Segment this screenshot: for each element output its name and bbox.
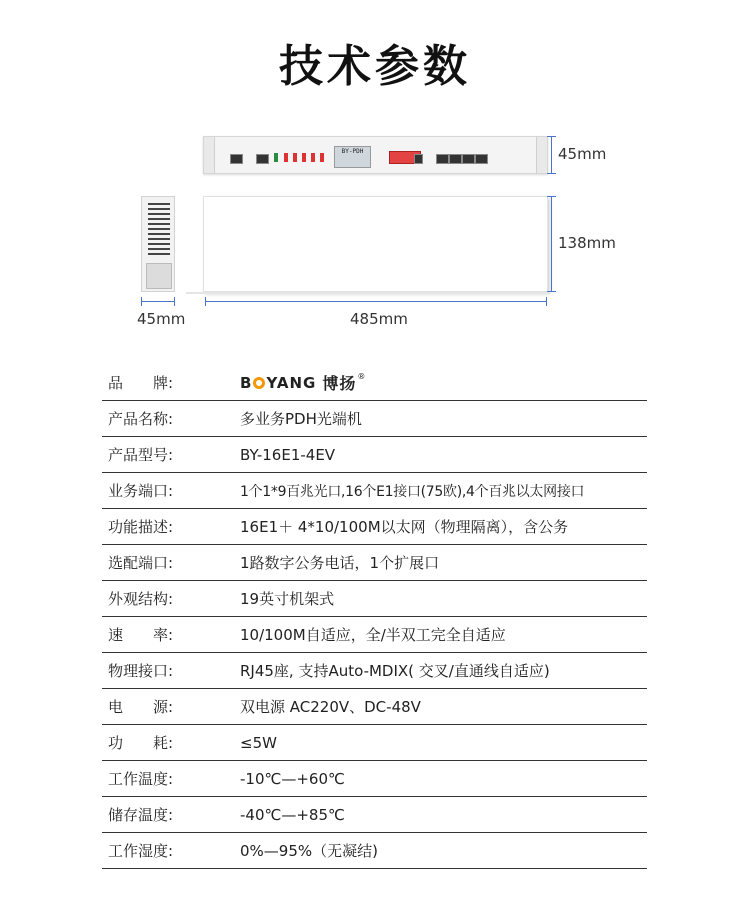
spec-value: ≤5W — [240, 733, 277, 752]
spec-value: 多业务PDH光端机 — [240, 410, 362, 428]
vent-grille-icon — [148, 203, 170, 255]
dimension-line — [551, 136, 552, 174]
fiber-port-icon — [230, 154, 243, 164]
led-icon — [284, 153, 288, 162]
page-title: 技术参数 — [279, 41, 471, 92]
dimension-tick — [174, 297, 175, 306]
base-line — [186, 292, 550, 294]
spec-value: 0%—95%（无凝结) — [240, 842, 378, 860]
logo-text: YANG — [266, 373, 317, 392]
dimension-line — [141, 301, 175, 302]
mounting-bracket — [146, 263, 172, 289]
logo-o-icon — [253, 377, 265, 389]
dimension-tick — [546, 297, 547, 306]
spec-label: 产品名称: — [108, 410, 174, 428]
led-icon — [302, 153, 306, 162]
spec-value: -10℃—+60℃ — [240, 769, 345, 788]
spec-row-brand — [102, 365, 647, 401]
spec-label: 速 率: — [108, 626, 174, 644]
phone-port-icon — [414, 154, 423, 164]
spec-table — [102, 365, 647, 869]
dimension-tick — [547, 173, 556, 174]
spec-row — [102, 401, 647, 437]
width-label: 485mm — [350, 310, 408, 328]
spec-row — [102, 437, 647, 473]
device-front-panel — [203, 136, 548, 174]
lcd-display: BY-PDH — [334, 146, 371, 168]
spec-label: 工作湿度: — [108, 842, 174, 860]
spec-label: 业务端口: — [108, 482, 174, 500]
dimension-tick — [205, 297, 206, 306]
spec-label: 物理接口: — [108, 662, 174, 680]
led-icon — [311, 153, 315, 162]
led-icon — [293, 153, 297, 162]
led-icon — [274, 153, 278, 162]
ethernet-port-icon — [449, 154, 462, 164]
logo-letter: B — [240, 373, 253, 392]
spec-value: 双电源 AC220V、DC-48V — [240, 698, 421, 716]
dimension-tick — [141, 297, 142, 306]
spec-row — [102, 725, 647, 761]
spec-value: 19英寸机架式 — [240, 590, 335, 608]
spec-row — [102, 761, 647, 797]
spec-value: 16E1＋ 4*10/100M以太网（物理隔离），含公务 — [240, 518, 569, 536]
front-height-label: 45mm — [558, 145, 607, 163]
spec-label: 储存温度: — [108, 806, 174, 824]
spec-label: 功能描述: — [108, 518, 174, 536]
spec-label: 选配端口: — [108, 554, 174, 572]
spec-value: -40℃—+85℃ — [240, 805, 345, 824]
spec-row — [102, 617, 647, 653]
spec-label: 功 耗: — [108, 734, 174, 752]
spec-row — [102, 473, 647, 509]
spec-row — [102, 509, 647, 545]
dimension-tick — [547, 196, 556, 197]
ethernet-port-icon — [436, 154, 449, 164]
dimension-tick — [547, 136, 556, 137]
spec-row — [102, 545, 647, 581]
brand-logo — [240, 371, 366, 394]
dimension-line — [205, 301, 547, 302]
spec-value: 10/100M自适应，全/半双工完全自适应 — [240, 626, 506, 644]
spec-value: RJ45座, 支持Auto-MDIX( 交叉/直通线自适应) — [240, 662, 550, 680]
ethernet-port-icon — [475, 154, 488, 164]
dimension-line — [551, 196, 552, 292]
ethernet-port-icon — [462, 154, 475, 164]
depth-label: 138mm — [558, 234, 616, 252]
spec-row — [102, 689, 647, 725]
logo-chinese: 博扬 — [322, 374, 357, 393]
spec-row — [102, 833, 647, 869]
side-width-label: 45mm — [137, 310, 186, 328]
spec-value: BY-16E1-4EV — [240, 445, 336, 464]
spec-row — [102, 581, 647, 617]
ethernet-port-icon — [256, 154, 269, 164]
dimension-tick — [547, 291, 556, 292]
spec-row — [102, 797, 647, 833]
spec-label: 产品型号: — [108, 446, 174, 464]
spec-value: 1路数字公务电话，1个扩展口 — [240, 554, 440, 572]
rack-ear-left — [204, 137, 215, 173]
spec-label: 品 牌: — [108, 374, 174, 392]
device-top-view — [203, 196, 548, 292]
led-icon — [320, 153, 324, 162]
spec-label: 外观结构: — [108, 590, 174, 608]
spec-value: 1个1*9百兆光口,16个E1接口(75欧),4个百兆以太网接口 — [240, 483, 585, 500]
registered-mark: ® — [357, 372, 367, 381]
spec-label: 工作温度: — [108, 770, 174, 788]
spec-row — [102, 653, 647, 689]
spec-label: 电 源: — [108, 698, 174, 716]
device-side-view — [141, 196, 175, 292]
rack-ear-right — [536, 137, 547, 173]
